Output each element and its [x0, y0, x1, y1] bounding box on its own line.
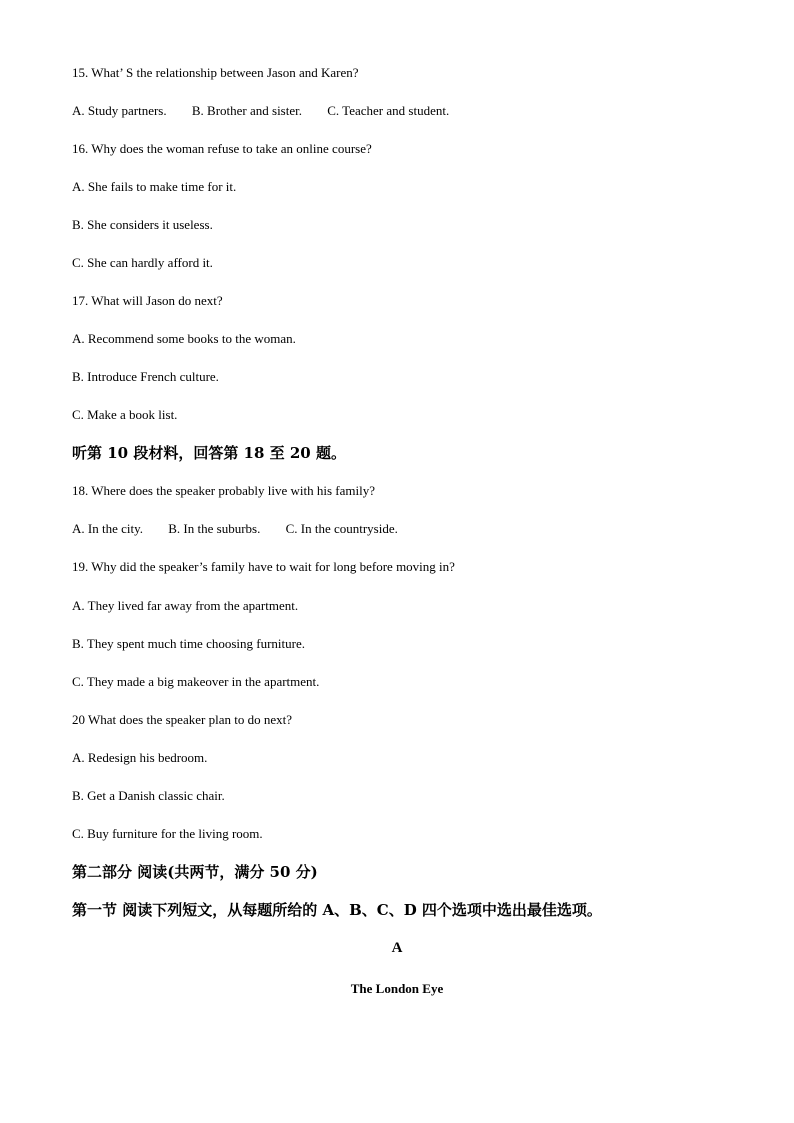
q20-option-c: C. Buy furniture for the living room. — [72, 826, 263, 841]
passage-title: The London Eye — [350, 981, 444, 996]
q17-option-a: A. Recommend some books to the woman. — [72, 331, 296, 346]
q17-option-b: B. Introduce French culture. — [72, 369, 219, 384]
q20-option-b: B. Get a Danish classic chair. — [72, 788, 225, 803]
q15-option-c: C. Teacher and student. — [327, 103, 450, 118]
q16-question: 16. Why does the woman refuse to take an online course? — [72, 141, 372, 156]
q18-option-c: C. In the countryside. — [285, 521, 398, 536]
q20-question: 20 What does the speaker plan to do next? — [72, 712, 292, 727]
q16-option-b: B. She considers it useless. — [72, 217, 213, 232]
q18-options — [72, 521, 398, 537]
q15-options — [72, 103, 449, 119]
q19-option-a: A. They lived far away from the apartment. — [72, 598, 299, 613]
q20-option-a: A. Redesign his bedroom. — [72, 750, 208, 765]
q19-option-c: C. They made a big makeover in the apartment. — [72, 674, 320, 689]
q17-option-c: C. Make a book list. — [72, 407, 178, 422]
q15-question: 15. What’ S the relationship between Jason and Karen? — [72, 65, 359, 80]
passage-letter: A — [391, 940, 403, 956]
q15-option-a: A. Study partners. — [72, 103, 167, 118]
q15-option-b: B. Brother and sister. — [191, 103, 302, 118]
section-1-heading: 第一节 阅读下列短文，从每题所给的 A、B、C、D 四个选项中选出最佳选项。 — [72, 901, 602, 919]
q18-question: 18. Where does the speaker probably live with his family? — [72, 483, 376, 498]
q19-option-b: B. They spent much time choosing furniture. — [72, 636, 305, 651]
part-2-heading: 第二部分 阅读(共两节，满分 50 分) — [72, 863, 318, 881]
q18-option-b: B. In the suburbs. — [168, 521, 261, 536]
q19-question: 19. Why did the speaker’s family have to wait for long before moving in? — [72, 559, 455, 574]
q16-option-c: C. She can hardly afford it. — [72, 255, 213, 270]
section-10-heading: 听第 10 段材料，回答第 18 至 20 题。 — [72, 444, 346, 462]
q18-option-a: A. In the city. — [72, 521, 143, 536]
q17-question: 17. What will Jason do next? — [72, 293, 223, 308]
q16-option-a: A. She fails to make time for it. — [72, 179, 237, 194]
